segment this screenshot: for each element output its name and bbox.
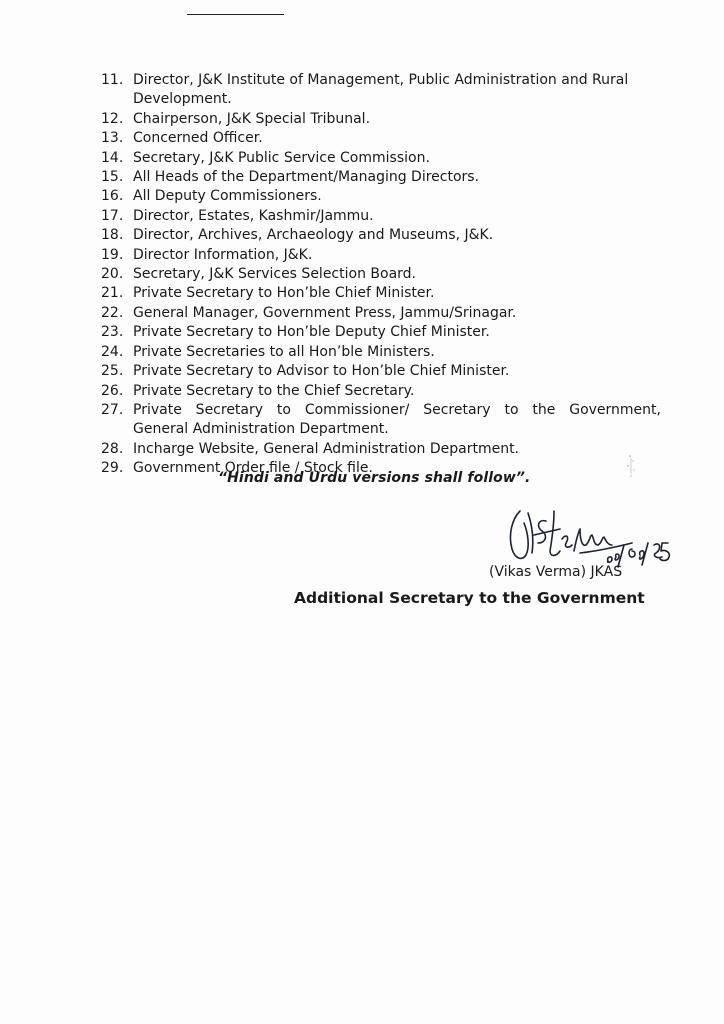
list-item	[101, 207, 661, 226]
list-item-number: 23.	[101, 324, 124, 341]
distribution-list	[101, 71, 661, 479]
signatory-name: (Vikas Verma) JKAS	[489, 564, 623, 580]
list-item	[101, 168, 661, 187]
list-item-text: All Deputy Commissioners.	[133, 188, 322, 205]
list-item-text: Private Secretary to Commissioner/ Secretary to the Government, General Administration Department.	[133, 401, 661, 438]
list-item-number: 25.	[101, 363, 124, 380]
list-item-text: Secretary, J&K Services Selection Board.	[133, 266, 416, 283]
list-item	[101, 304, 661, 323]
list-item	[101, 440, 661, 459]
list-item-number: 22.	[101, 304, 124, 321]
list-item-text: Private Secretary to Hon’ble Chief Minister.	[133, 285, 435, 302]
list-item-text: Director Information, J&K.	[133, 246, 313, 263]
list-item	[101, 382, 661, 401]
list-item-number: 11.	[101, 72, 124, 88]
list-item	[101, 284, 661, 303]
list-item-text: Government Order file / Stock file.	[133, 460, 373, 477]
list-item-number: 24.	[101, 343, 124, 360]
list-item	[101, 265, 661, 284]
translation-note: “Hindi and Urdu versions shall follow”.	[218, 470, 531, 486]
list-item-number: 29.	[101, 460, 124, 477]
list-item-text: Director, Estates, Kashmir/Jammu.	[133, 207, 374, 224]
list-item	[101, 187, 661, 206]
list-item-text: Incharge Website, General Administration Department.	[133, 440, 520, 457]
scan-speck-mark	[614, 452, 644, 482]
list-item-text: All Heads of the Department/Managing Directors.	[133, 169, 480, 186]
list-item-number: 17.	[101, 207, 124, 224]
list-item	[101, 226, 661, 245]
list-item-text: Chairperson, J&K Special Tribunal.	[133, 110, 371, 127]
list-item-text: Director, J&K Institute of Management, Public Administration and Rural Development.	[133, 72, 629, 108]
list-item-text: Private Secretaries to all Hon’ble Ministers.	[133, 343, 435, 360]
signatory-title: Additional Secretary to the Government	[294, 589, 645, 607]
list-item-number: 26.	[101, 382, 124, 399]
list-item	[101, 362, 661, 381]
list-item-number: 14.	[101, 149, 124, 166]
list-item	[101, 110, 661, 129]
list-item	[101, 246, 661, 265]
list-item	[101, 401, 661, 440]
list-item-number: 20.	[101, 266, 124, 283]
list-item-number: 13.	[101, 130, 124, 147]
list-item	[101, 149, 661, 168]
list-item-text: Secretary, J&K Public Service Commission.	[133, 149, 430, 166]
list-item-text: Concerned Officer.	[133, 130, 263, 147]
list-item-number: 18.	[101, 227, 124, 244]
list-item-number: 15.	[101, 169, 124, 186]
list-item-number: 27.	[101, 401, 124, 418]
list-item-text: Director, Archives, Archaeology and Museums, J&K.	[133, 227, 494, 244]
list-item-text: Private Secretary to the Chief Secretary.	[133, 382, 415, 399]
list-item	[101, 129, 661, 148]
top-rule-line	[187, 14, 284, 15]
list-item-number: 16.	[101, 188, 124, 205]
list-item-number: 21.	[101, 285, 124, 302]
list-item-number: 19.	[101, 246, 124, 263]
list-item	[101, 71, 661, 110]
list-item-text: Private Secretary to Hon’ble Deputy Chief Minister.	[133, 324, 490, 341]
list-item-text: General Manager, Government Press, Jammu/Srinagar.	[133, 304, 517, 321]
list-item	[101, 323, 661, 342]
list-item-number: 28.	[101, 440, 124, 457]
list-item	[101, 343, 661, 362]
list-item-number: 12.	[101, 110, 124, 127]
list-item-text: Private Secretary to Advisor to Hon’ble Chief Minister.	[133, 363, 510, 380]
